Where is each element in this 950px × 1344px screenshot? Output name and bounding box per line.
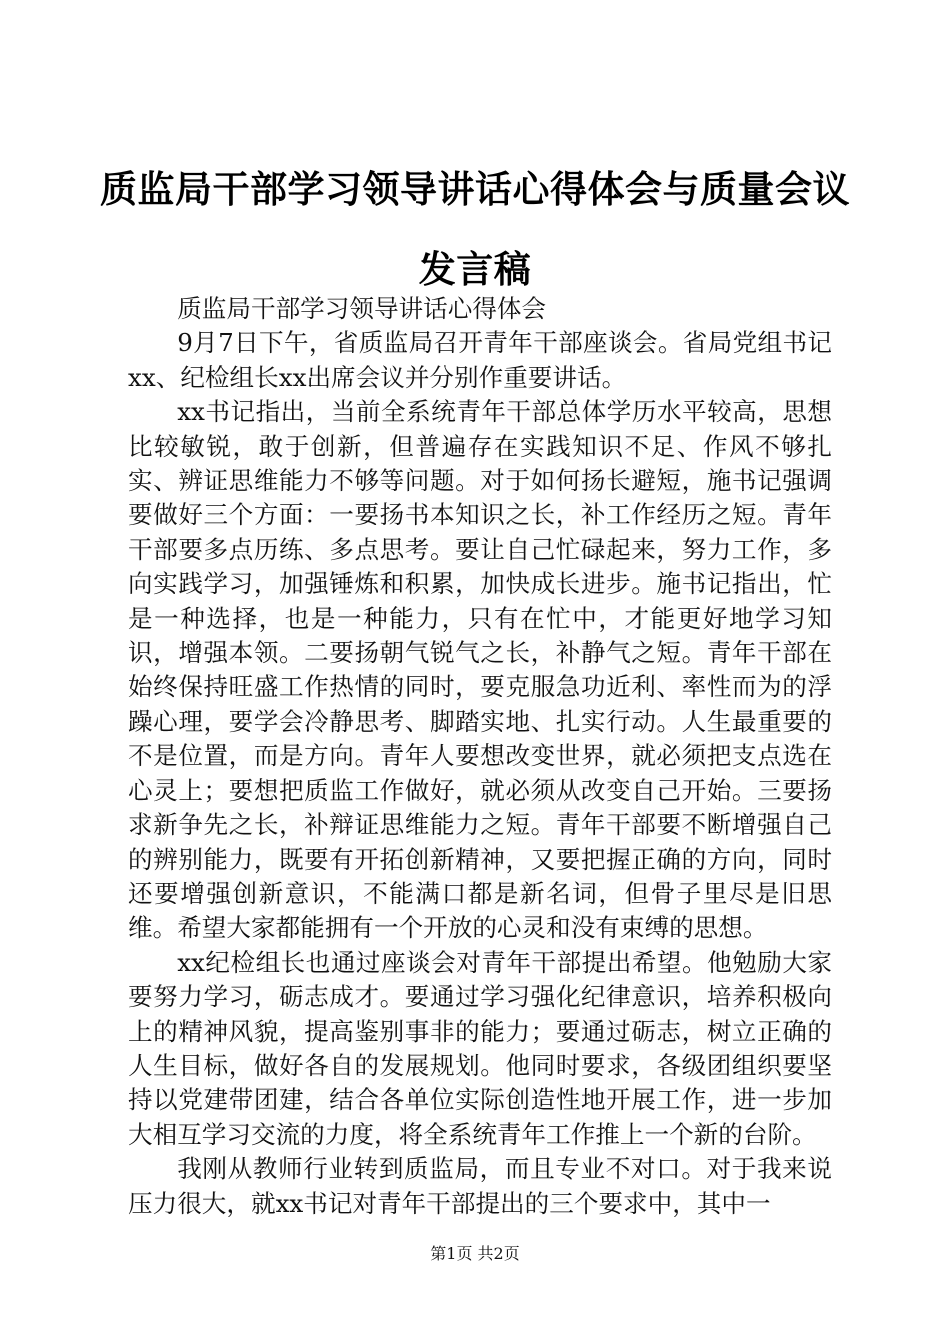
- body-paragraph: 9月7日下午，省质监局召开青年干部座谈会。省局党组书记xx、纪检组长xx出席会议并分别作重要讲话。: [128, 328, 832, 392]
- body-paragraph: 我刚从教师行业转到质监局，而且专业不对口。对于我来说压力很大，就xx书记对青年干部提出的三个要求中，其中一: [128, 1154, 832, 1218]
- page-number-footer: 第1页 共2页: [430, 1244, 520, 1263]
- title-line-2: 发言稿: [418, 248, 532, 291]
- document-body: [128, 292, 832, 1221]
- body-paragraph: xx纪检组长也通过座谈会对青年干部提出希望。他勉励大家要努力学习，砺志成才。要通过学习强化纪律意识，培养积极向上的精神风貌，提高鉴别事非的能力；要通过砺志，树立正确的人生目标，做好各自的发展规划。他同时要求，各级团组织要坚持以党建带团建，结合各单位实际创造性地开展工作，进一步加大相互学习交流的力度，将全系统青年工作推上一个新的台阶。: [128, 947, 832, 1149]
- document-title: [100, 150, 850, 310]
- subtitle-paragraph: 质监局干部学习领导讲话心得体会: [177, 294, 547, 323]
- title-line-1: 质监局干部学习领导讲话心得体会与质量会议: [100, 168, 850, 211]
- body-paragraph: xx书记指出，当前全系统青年干部总体学历水平较高，思想比较敏锐，敢于创新，但普遍存在实践知识不足、作风不够扎实、辨证思维能力不够等问题。对于如何扬长避短，施书记强调要做好三个方面：一要扬书本知识之长，补工作经历之短。青年干部要多点历练、多点思考。要让自己忙碌起来，努力工作，多向实践学习，加强锤炼和积累，加快成长进步。施书记指出，忙是一种选择，也是一种能力，只有在忙中，才能更好地学习知识，增强本领。二要扬朝气锐气之长，补静气之短。青年干部在始终保持旺盛工作热情的同时，要克服急功近利、率性而为的浮躁心理，要学会冷静思考、脚踏实地、扎实行动。人生最重要的不是位置，而是方向。青年人要想改变世界，就必须把支点选在心灵上；要想把质监工作做好，就必须从改变自己开始。三要扬求新争先之长，补辩证思维能力之短。青年干部要不断增强自己的辨别能力，既要有开拓创新精神，又要把握正确的方向，同时还要增强创新意识，不能满口都是新名词，但骨子里尽是旧思维。希望大家都能拥有一个开放的心灵和没有束缚的思想。: [128, 397, 832, 943]
